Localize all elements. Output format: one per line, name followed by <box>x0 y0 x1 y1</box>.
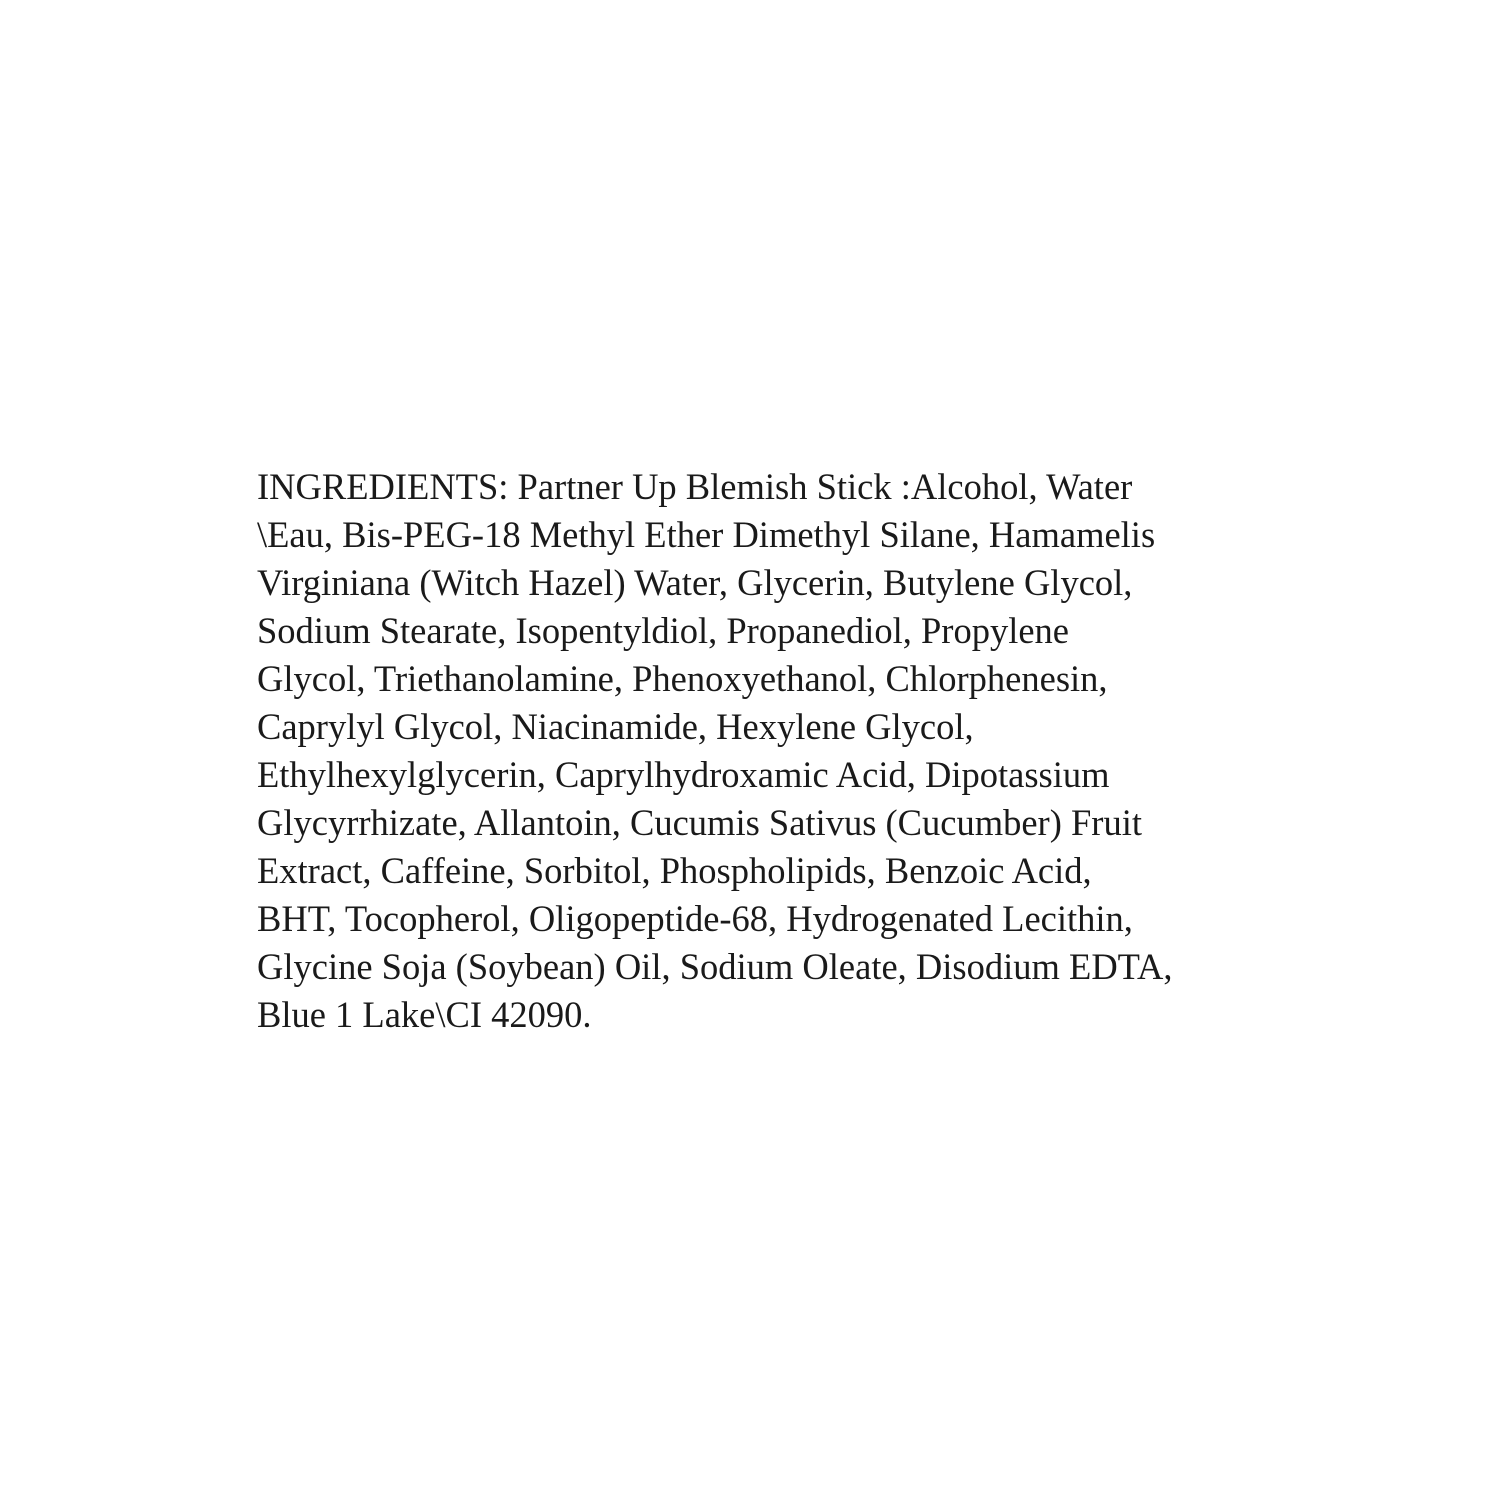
ingredients-line: Glycol, Triethanolamine, Phenoxyethanol, Chlorphenesin, <box>257 658 1108 699</box>
ingredients-line: Caprylyl Glycol, Niacinamide, Hexylene Glycol, <box>257 706 974 747</box>
ingredients-line: Glycine Soja (Soybean) Oil, Sodium Oleate, Disodium EDTA, <box>257 946 1173 987</box>
ingredients-line: Glycyrrhizate, Allantoin, Cucumis Sativus (Cucumber) Fruit <box>257 802 1142 843</box>
ingredients-line: INGREDIENTS: Partner Up Blemish Stick :Alcohol, Water <box>257 466 1133 507</box>
ingredients-line: Extract, Caffeine, Sorbitol, Phospholipids, Benzoic Acid, <box>257 850 1092 891</box>
ingredients-line: Virginiana (Witch Hazel) Water, Glycerin, Butylene Glycol, <box>257 562 1133 603</box>
ingredients-line: Sodium Stearate, Isopentyldiol, Propanediol, Propylene <box>257 610 1070 651</box>
ingredients-line: \Eau, Bis-PEG-18 Methyl Ether Dimethyl Silane, Hamamelis <box>257 514 1156 555</box>
ingredients-line: Blue 1 Lake\CI 42090. <box>257 994 592 1035</box>
ingredients-text <box>257 463 1277 1039</box>
ingredients-line: BHT, Tocopherol, Oligopeptide-68, Hydrogenated Lecithin, <box>257 898 1133 939</box>
ingredients-line: Ethylhexylglycerin, Caprylhydroxamic Acid, Dipotassium <box>257 754 1110 795</box>
